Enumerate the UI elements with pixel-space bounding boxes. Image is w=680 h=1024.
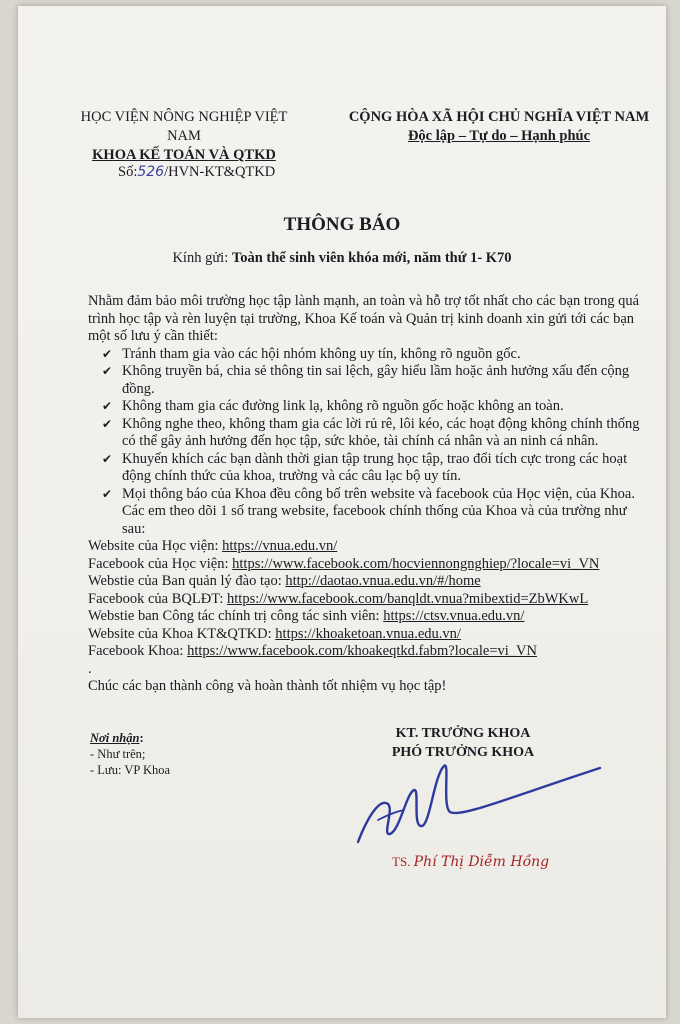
stray-dot: . xyxy=(88,660,92,677)
recipients-title: Nơi nhận xyxy=(90,731,140,745)
document-body xyxy=(88,293,644,696)
link-url[interactable]: https://ctsv.vnua.edu.vn/ xyxy=(383,608,525,624)
addressee-recipient: Toàn thể sinh viên khóa mới, năm thứ 1- K70 xyxy=(231,250,512,266)
checkmark-icon: ✔ xyxy=(102,416,113,431)
signer-fullname: Phí Thị Diễm Hồng xyxy=(413,854,550,870)
link-url[interactable]: https://vnua.edu.vn/ xyxy=(222,538,338,554)
link-row xyxy=(88,538,644,556)
notice-text: Tránh tham gia vào các hội nhóm không uy tín, không rõ nguồn gốc. xyxy=(122,345,521,362)
intro-paragraph: Nhằm đảm bảo môi trường học tập lành mạnh, an toàn và hỗ trợ tốt nhất cho các bạn trong quá trình học tập và rèn luyện tại trường, Khoa Kế toán và Quản trị kinh doanh xin gửi tới các bạn một số lưu ý cần thiết: xyxy=(88,293,640,344)
faculty-name: KHOA KẾ TOÁN VÀ QTKD xyxy=(92,147,276,163)
country-name: CỘNG HÒA XÃ HỘI CHỦ NGHĨA VIỆT NAM xyxy=(348,109,650,125)
notice-list xyxy=(88,346,644,539)
national-header xyxy=(340,108,658,146)
notice-text: Không truyền bá, chia sẻ thông tin sai lệch, gây hiểu lầm hoặc ảnh hưởng xấu đến cộng đồng. xyxy=(122,363,630,397)
institute-name: HỌC VIỆN NÔNG NGHIỆP VIỆT NAM xyxy=(80,109,288,144)
document-number xyxy=(118,164,275,181)
issuer-header xyxy=(64,108,304,165)
addressee xyxy=(18,250,666,267)
link-label: Webstie ban Công tác chính trị công tác sinh viên: xyxy=(88,608,384,624)
notice-item xyxy=(88,398,644,416)
addressee-label: Kính gửi: xyxy=(172,250,229,266)
notice-text: Mọi thông báo của Khoa đều công bố trên website và facebook của Học viện, của Khoa. Các em theo dõi 1 số trang website, facebook chính thống của Khoa và của trường như sau: xyxy=(122,485,635,537)
notice-item xyxy=(88,416,644,451)
link-label: Facebook Khoa: xyxy=(88,643,188,659)
document-page xyxy=(18,6,666,1018)
checkmark-icon: ✔ xyxy=(102,451,113,466)
checkmark-icon: ✔ xyxy=(102,346,113,361)
recipients-block xyxy=(90,730,170,778)
recipient-item: - Như trên; xyxy=(90,747,146,761)
link-label: Website của Học viện: xyxy=(88,538,223,554)
document-title: THÔNG BÁO xyxy=(283,214,401,235)
checkmark-icon: ✔ xyxy=(102,364,113,378)
link-url[interactable]: https://www.facebook.com/hocviennongnghiep/?locale=vi_VN xyxy=(232,555,600,572)
notice-item xyxy=(88,346,644,364)
link-url[interactable]: https://www.facebook.com/banqldt.vnua?mibextid=ZbWKwL xyxy=(227,590,589,607)
link-label: Website của Khoa KT&QTKD: xyxy=(88,625,276,642)
signer-name xyxy=(392,854,549,870)
link-row xyxy=(88,608,644,626)
notice-item xyxy=(88,451,644,486)
closing-sentence: Chúc các bạn thành công và hoàn thành tốt nhiệm vụ học tập! xyxy=(88,678,447,694)
link-url[interactable]: http://daotao.vnua.edu.vn/#/home xyxy=(285,573,481,589)
link-url[interactable]: https://khoaketoan.vnua.edu.vn/ xyxy=(275,625,461,642)
link-label: Facebook của Học viện: xyxy=(88,555,233,572)
signer-position: PHÓ TRƯỞNG KHOA xyxy=(391,745,535,760)
notice-item xyxy=(88,363,644,398)
handwritten-number: 526 xyxy=(137,164,165,180)
checkmark-icon: ✔ xyxy=(102,399,113,413)
motto: Độc lập – Tự do – Hạnh phúc xyxy=(407,128,591,144)
link-row xyxy=(88,626,644,644)
number-label: Số: xyxy=(118,164,138,180)
link-row xyxy=(88,556,644,574)
link-row xyxy=(88,643,644,661)
notice-text: Khuyến khích các bạn dành thời gian tập trung học tập, trao đổi tích cực trong các hoạt động chính thức của khoa, trường và các câu lạc bộ uy tín. xyxy=(122,450,628,484)
signer-title: KT. TRƯỞNG KHOA xyxy=(395,726,531,741)
checkmark-icon: ✔ xyxy=(102,486,113,501)
recipient-item: - Lưu: VP Khoa xyxy=(90,763,171,777)
notice-item xyxy=(88,486,644,539)
recipients-colon: : xyxy=(139,731,144,745)
link-label: Facebook của BQLĐT: xyxy=(88,590,228,607)
notice-text: Không nghe theo, không tham gia các lời rủ rê, lôi kéo, các hoạt động không chính thống có thể gây ảnh hưởng đến học tập, sức khỏe, tài chính cá nhân và an ninh cá nhân. xyxy=(122,415,640,449)
number-suffix: /HVN-KT&QTKD xyxy=(164,164,276,180)
link-list xyxy=(88,538,644,661)
link-url[interactable]: https://www.facebook.com/khoakeqtkd.fabm?locale=vi_VN xyxy=(187,643,537,659)
link-row xyxy=(88,573,644,591)
link-label: Webstie của Ban quản lý đào tạo: xyxy=(88,573,286,589)
signer-degree: TS. xyxy=(392,854,411,869)
notice-text: Không tham gia các đường link lạ, không rõ nguồn gốc hoặc không an toàn. xyxy=(122,398,564,414)
link-row xyxy=(88,591,644,609)
handwritten-signature xyxy=(338,746,618,856)
